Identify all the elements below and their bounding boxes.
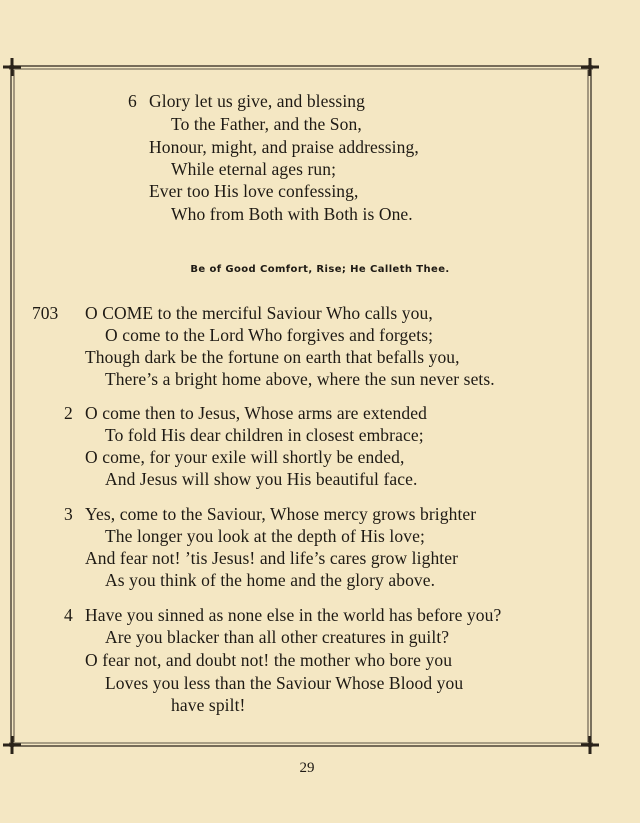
verse-line: O fear not, and doubt not! the mother who bore you: [85, 650, 453, 670]
stanza-number: 6: [128, 91, 137, 111]
verse-line: As you think of the home and the glory above.: [105, 570, 436, 590]
verse-line: O come then to Jesus, Whose arms are extended: [85, 403, 427, 423]
verse-line: To the Father, and the Son,: [171, 114, 362, 134]
verse-line: O come to the Lord Who forgives and forgets;: [105, 325, 434, 345]
hymn-heading: Be of Good Comfort, Rise; He Calleth Thee.: [190, 264, 450, 275]
verse-line: Honour, might, and praise addressing,: [149, 137, 419, 157]
verse-line: Are you blacker than all other creatures in guilt?: [105, 627, 450, 647]
verse-line: While eternal ages run;: [171, 159, 337, 179]
stanza-number: 3: [64, 504, 73, 524]
verse-line: Glory let us give, and blessing: [149, 91, 365, 111]
verse-line: There’s a bright home above, where the sun never sets.: [105, 369, 495, 389]
verse-line: To fold His dear children in closest embrace;: [105, 425, 424, 445]
cross-ornament-icon: [3, 736, 21, 754]
verse-line: Yes, come to the Saviour, Whose mercy grows brighter: [85, 504, 477, 524]
verse-line: Have you sinned as none else in the world has before you?: [85, 605, 502, 625]
stanza-number: 4: [64, 605, 73, 625]
verse-line: Ever too His love confessing,: [149, 181, 359, 201]
hymn-number: 703: [32, 303, 59, 323]
verse-line: And fear not! ’tis Jesus! and life’s cares grow lighter: [85, 548, 459, 568]
stanza-number: 2: [64, 403, 73, 423]
verse-line: Who from Both with Both is One.: [171, 204, 413, 224]
cross-ornament-icon: [581, 58, 599, 76]
verse-line: The longer you look at the depth of His love;: [105, 526, 425, 546]
verse-line: Though dark be the fortune on earth that befalls you,: [85, 347, 460, 367]
verse-line: Loves you less than the Saviour Whose Blood you: [105, 673, 464, 693]
verse-line: O COME to the merciful Saviour Who calls you,: [85, 303, 433, 323]
page-number: 29: [299, 760, 315, 776]
cross-ornament-icon: [581, 736, 599, 754]
verse-line: And Jesus will show you His beautiful face.: [105, 469, 418, 489]
verse-line: O come, for your exile will shortly be ended,: [85, 447, 405, 467]
verse-line: have spilt!: [171, 695, 246, 715]
cross-ornament-icon: [3, 58, 21, 76]
